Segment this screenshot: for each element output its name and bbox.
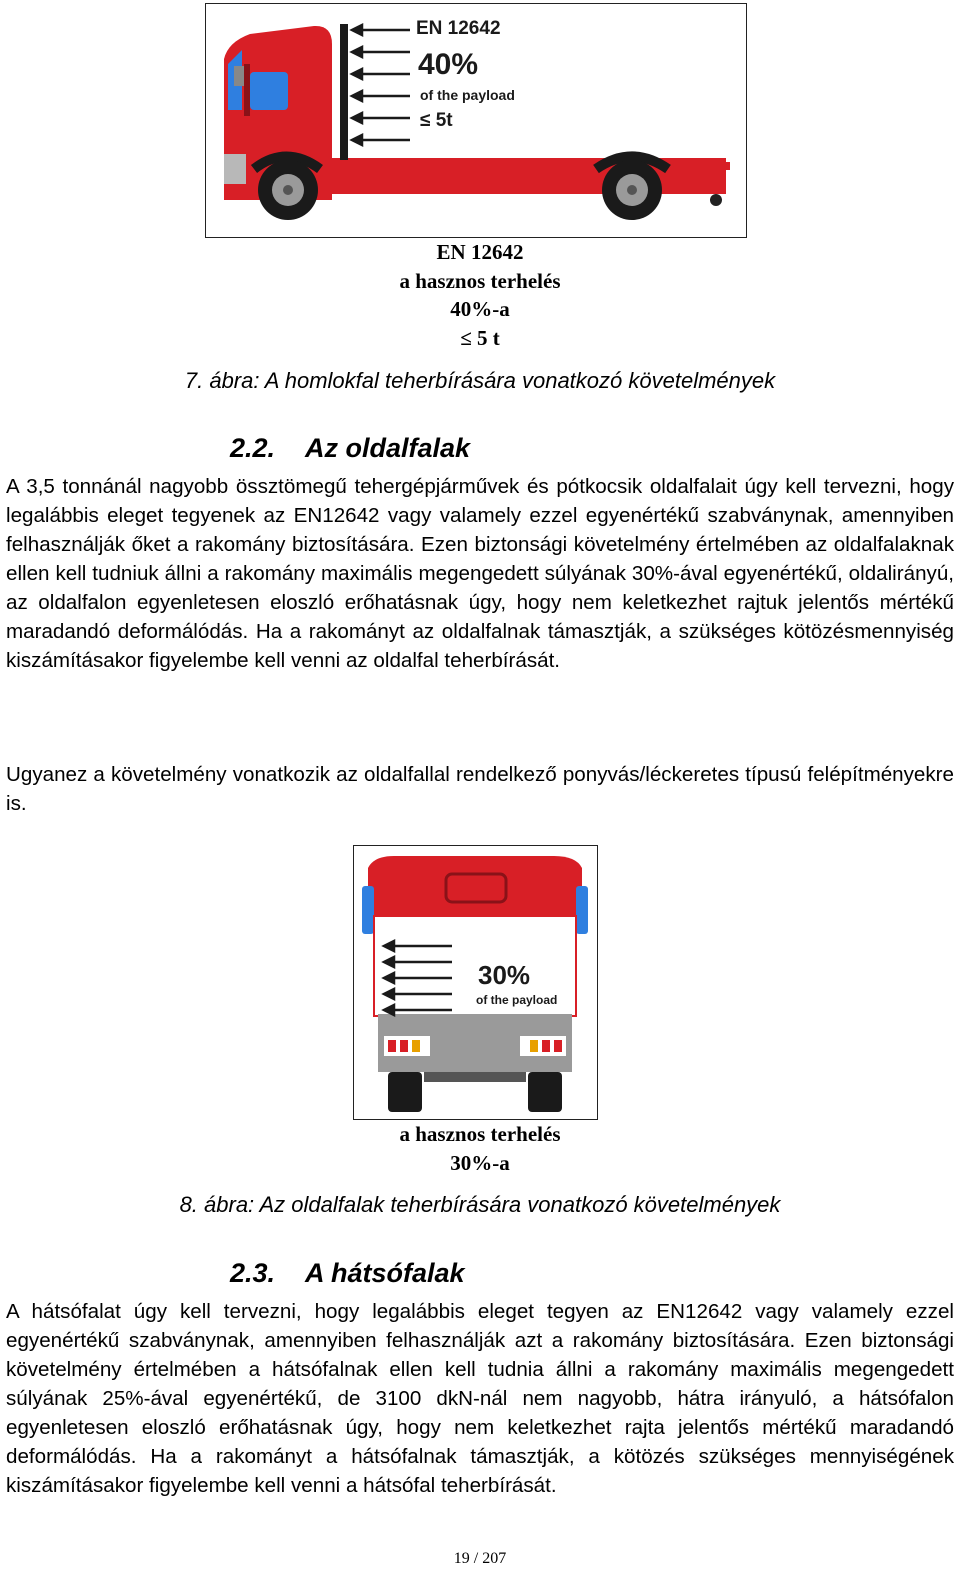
fig7-caption-line-2: a hasznos terhelés	[399, 269, 561, 293]
fig7-caption-line-4: ≤ 5 t	[460, 326, 500, 350]
fig8-label-percent: 30%	[478, 960, 531, 990]
fig7-label-standard: EN 12642	[416, 18, 501, 39]
fig7-label-limit: ≤ 5t	[420, 110, 453, 131]
fig7-caption-line-1: EN 12642	[436, 240, 524, 264]
section-number: 2.3.	[230, 1258, 276, 1288]
section-2-2-paragraph-1: A 3,5 tonnánál nagyobb össztömegű tehergépjárművek és pótkocsik oldalfalait úgy kell tervezni, hogy legalábbis eleget tegyenek az EN12642 vagy valamely ezzel egyenértékű szabványnak, amennyiben felhasználják őket a rakomány biztosítására. Ezen biztonsági követelmény értelmében az oldalfalaknak ellen kell tudniuk állni a rakomány maximális megengedett súlyának 30%-ával egyenértékű, oldalirányú, az oldalfalon egyenletesen eloszló erőhatásnak úgy, hogy nem keletkezhet rajtuk jelentős mértékű maradandó deformálódás. Ha a rakományt az oldalfalnak támasztják, a szükséges kötözésmennyiség kiszámításakor figyelembe kell venni az oldalfal teherbírását.	[6, 475, 954, 672]
truck-rear-illustration	[354, 846, 596, 1118]
fig7-label-payload: of the payload	[420, 87, 515, 103]
truck-side-illustration	[206, 4, 745, 236]
force-arrows	[352, 25, 410, 145]
fig8-caption-line-2: 30%-a	[450, 1151, 510, 1175]
figure-7-caption: 7. ábra: A homlokfal teherbírására vonatkozó követelmények	[184, 368, 776, 393]
figure-8-image	[353, 845, 598, 1120]
section-2-3-heading	[230, 1258, 465, 1289]
headboard	[340, 24, 348, 160]
figure-8-caption: 8. ábra: Az oldalfalak teherbírására vonatkozó követelmények	[179, 1192, 781, 1217]
page-number: 19 / 207	[453, 1550, 507, 1567]
fig7-caption-line-3: 40%-a	[450, 297, 510, 321]
section-2-2-heading	[230, 433, 470, 464]
front-wheel	[258, 160, 318, 220]
right-wheel	[528, 1072, 562, 1112]
mirror	[234, 66, 244, 86]
front-bumper	[224, 154, 246, 184]
fig7-label-percent: 40%	[418, 48, 479, 81]
section-title: Az oldalfalak	[305, 433, 471, 463]
section-2-2-paragraph-2: Ugyanez a követelmény vonatkozik az oldalfallal rendelkező ponyvás/léckeretes típusú felépítményekre is.	[6, 763, 954, 815]
truck-roof	[368, 856, 582, 916]
right-mirror	[576, 886, 588, 934]
left-mirror	[362, 886, 374, 934]
figure-7-image	[205, 3, 747, 238]
section-number: 2.2.	[230, 433, 276, 463]
section-title: A hátsófalak	[305, 1258, 465, 1288]
left-wheel	[388, 1072, 422, 1112]
section-2-3-paragraph: A hátsófalat úgy kell tervezni, hogy legalábbis eleget tegyen az EN12642 vagy valamely ezzel egyenértékű szabványnak, amennyiben felhasználják azt a rakomány biztosítására. Ezen biztonsági követelmény értelmében a hátsófalnak ellen kell tudnia állni a rakomány maximális megengedett súlyának 25%-ával egyenértékű, de 3100 dkN-nál nem nagyobb, hátra irányuló, a hátsófalon egyenletesen eloszló erőhatásnak úgy, hogy nem keletkezhet rajta jelentős mértékű maradandó deformálódás. Ha a rakományt a hátsófalnak támasztják, a kötözés szükséges mennyiségének kiszámításakor figyelembe kell venni a hátsófal teherbírását.	[6, 1300, 954, 1497]
fig8-label-payload: of the payload	[476, 993, 558, 1007]
rear-wheel	[602, 160, 662, 220]
side-window	[250, 72, 288, 110]
fig8-caption-line-1: a hasznos terhelés	[399, 1122, 561, 1146]
